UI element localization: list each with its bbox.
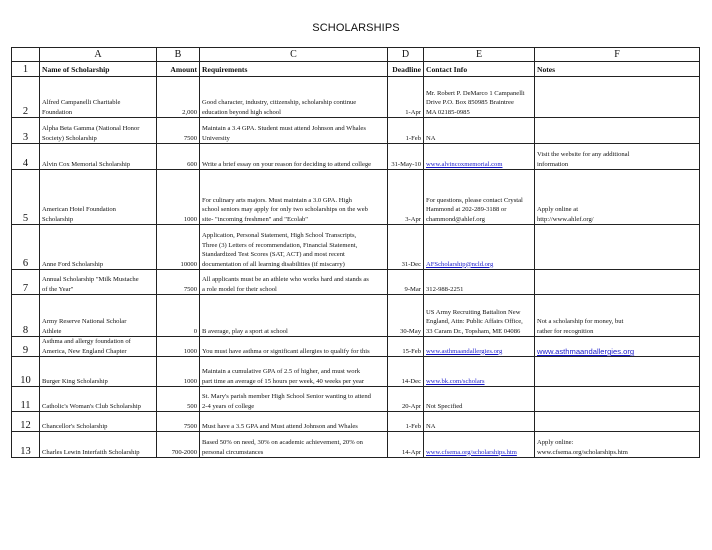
amount-cell[interactable]: 2,000: [157, 77, 200, 118]
requirements-cell[interactable]: You must have asthma or significant allergies to qualify for this: [200, 337, 388, 357]
deadline-cell[interactable]: 9-Mar: [388, 270, 424, 295]
corner-cell[interactable]: [12, 48, 40, 62]
row-number[interactable]: 12: [12, 412, 40, 432]
deadline-cell[interactable]: 15-Feb: [388, 337, 424, 357]
deadline-cell[interactable]: 30-May: [388, 295, 424, 337]
requirements-cell[interactable]: Based 50% on need, 30% on academic achievement, 20% on personal circumstances: [200, 432, 388, 458]
header-requirements[interactable]: Requirements: [200, 62, 388, 77]
row-number[interactable]: 10: [12, 357, 40, 387]
scholarship-name-cell[interactable]: Charles Lewin Interfaith Scholarship: [40, 432, 157, 458]
amount-cell[interactable]: 7500: [157, 118, 200, 144]
requirements-cell[interactable]: Application, Personal Statement, High School Transcripts, Three (3) Letters of recommendation, Financial Statement, Standardized Test Scores (SAT, ACT) and most recent documentation of all learning disabilities (if miscarry): [200, 225, 388, 270]
scholarship-name-cell[interactable]: Chancellor's Scholarship: [40, 412, 157, 432]
scholarship-name-cell[interactable]: Asthma and allergy foundation of America, New England Chapter: [40, 337, 157, 357]
notes-link[interactable]: www.asthmaandallergies.org: [535, 337, 700, 357]
requirements-cell[interactable]: St. Mary's parish member High School Senior wanting to attend 2-4 years of college: [200, 387, 388, 412]
scholarship-name-cell[interactable]: Alpha Beta Gamma (National Honor Society) Scholarship: [40, 118, 157, 144]
column-header-e[interactable]: E: [424, 48, 535, 62]
contact-cell[interactable]: For questions, please contact Crystal Hammond at 202-289-3188 or chammond@ahlef.org: [424, 170, 535, 225]
contact-link[interactable]: www.cfsema.org/scholarships.htm: [424, 432, 535, 458]
row-number[interactable]: 1: [12, 62, 40, 77]
deadline-cell[interactable]: 1-Feb: [388, 118, 424, 144]
deadline-cell[interactable]: 3-Apr: [388, 170, 424, 225]
row-number[interactable]: 6: [12, 225, 40, 270]
notes-cell[interactable]: Apply online: www.cfsema.org/scholarships.htm: [535, 432, 700, 458]
page-title: SCHOLARSHIPS: [312, 22, 400, 34]
scholarship-name-cell[interactable]: Alfred Campanelli Charitable Foundation: [40, 77, 157, 118]
requirements-cell[interactable]: All applicants must be an athlete who works hard and stands as a role model for their school: [200, 270, 388, 295]
deadline-cell[interactable]: 1-Feb: [388, 412, 424, 432]
scholarship-name-cell[interactable]: American Hotel Foundation Scholarship: [40, 170, 157, 225]
notes-cell[interactable]: Not a scholarship for money, but rather for recognition: [535, 295, 700, 337]
notes-cell[interactable]: [535, 270, 700, 295]
row-number[interactable]: 4: [12, 144, 40, 170]
header-row: [12, 62, 700, 77]
scholarship-name-cell[interactable]: Alvin Cox Memorial Scholarship: [40, 144, 157, 170]
notes-cell[interactable]: [535, 412, 700, 432]
notes-cell[interactable]: [535, 387, 700, 412]
amount-cell[interactable]: 10000: [157, 225, 200, 270]
contact-link[interactable]: www.asthmaandallergies.org: [424, 337, 535, 357]
scholarship-table: [11, 47, 700, 458]
amount-cell[interactable]: 7500: [157, 270, 200, 295]
contact-cell[interactable]: NA: [424, 412, 535, 432]
requirements-cell[interactable]: B average, play a sport at school: [200, 295, 388, 337]
row-number[interactable]: 11: [12, 387, 40, 412]
notes-cell[interactable]: [535, 225, 700, 270]
deadline-cell[interactable]: 31-May-10: [388, 144, 424, 170]
scholarship-name-cell[interactable]: Burger King Scholarship: [40, 357, 157, 387]
contact-cell[interactable]: Mr. Robert P. DeMarco 1 Campanelli Drive P.O. Box 850985 Braintree MA 02185-0985: [424, 77, 535, 118]
header-amount[interactable]: Amount: [157, 62, 200, 77]
requirements-cell[interactable]: Maintain a 3.4 GPA. Student must attend Johnson and Whales University: [200, 118, 388, 144]
amount-cell[interactable]: 1000: [157, 357, 200, 387]
table-row: [12, 387, 700, 412]
column-header-b[interactable]: B: [157, 48, 200, 62]
requirements-cell[interactable]: Must have a 3.5 GPA and Must attend Johnson and Whales: [200, 412, 388, 432]
contact-link[interactable]: www.alvincoxmemorial.com: [424, 144, 535, 170]
column-header-f[interactable]: F: [535, 48, 700, 62]
deadline-cell[interactable]: 1-Apr: [388, 77, 424, 118]
header-name[interactable]: Name of Scholarship: [40, 62, 157, 77]
row-number[interactable]: 8: [12, 295, 40, 337]
table-row: [12, 337, 700, 357]
column-header-c[interactable]: C: [200, 48, 388, 62]
amount-cell[interactable]: 500: [157, 387, 200, 412]
amount-cell[interactable]: 700-2000: [157, 432, 200, 458]
table-row: [12, 295, 700, 337]
contact-link[interactable]: www.bk.com/scholars: [424, 357, 535, 387]
row-number[interactable]: 13: [12, 432, 40, 458]
table-row: [12, 225, 700, 270]
deadline-cell[interactable]: 20-Apr: [388, 387, 424, 412]
requirements-cell[interactable]: For culinary arts majors. Must maintain a 3.0 GPA. High school seniors may apply for only two scholarships on the web site- "incoming freshmen" and "Ecolab": [200, 170, 388, 225]
contact-cell[interactable]: 312-988-2251: [424, 270, 535, 295]
header-contact[interactable]: Contact Info: [424, 62, 535, 77]
requirements-cell[interactable]: Good character, industry, citizenship, scholarship continue education beyond high school: [200, 77, 388, 118]
row-number[interactable]: 3: [12, 118, 40, 144]
column-letter-row: [12, 48, 700, 62]
header-notes[interactable]: Notes: [535, 62, 700, 77]
notes-cell[interactable]: [535, 357, 700, 387]
deadline-cell[interactable]: 14-Dec: [388, 357, 424, 387]
row-number[interactable]: 5: [12, 170, 40, 225]
amount-cell[interactable]: 0: [157, 295, 200, 337]
table-row: [12, 77, 700, 118]
row-number[interactable]: 7: [12, 270, 40, 295]
contact-cell[interactable]: NA: [424, 118, 535, 144]
notes-cell[interactable]: Visit the website for any additional information: [535, 144, 700, 170]
scholarship-name-cell[interactable]: Catholic's Woman's Club Scholarship: [40, 387, 157, 412]
notes-cell[interactable]: [535, 118, 700, 144]
column-header-d[interactable]: D: [388, 48, 424, 62]
notes-cell[interactable]: [535, 77, 700, 118]
table-row: [12, 118, 700, 144]
contact-cell[interactable]: US Army Recruiting Battalion New England, Attn: Public Affairs Office, 33 Caram Dr., Topsham, ME 04086: [424, 295, 535, 337]
notes-cell[interactable]: Apply online at http://www.ahlef.org/: [535, 170, 700, 225]
table-row: [12, 412, 700, 432]
scholarship-name-cell[interactable]: Army Reserve National Scholar Athlete: [40, 295, 157, 337]
table-row: [12, 144, 700, 170]
table-row: [12, 432, 700, 458]
amount-cell[interactable]: 7500: [157, 412, 200, 432]
table-row: [12, 170, 700, 225]
scholarship-name-cell[interactable]: Annual Scholarship "Milk Mustache of the Year": [40, 270, 157, 295]
amount-cell[interactable]: 600: [157, 144, 200, 170]
contact-link[interactable]: AFScholarship@ncld.org: [424, 225, 535, 270]
requirements-cell[interactable]: Write a brief essay on your reason for deciding to attend college: [200, 144, 388, 170]
contact-cell[interactable]: Not Specified: [424, 387, 535, 412]
row-number[interactable]: 9: [12, 337, 40, 357]
requirements-cell[interactable]: Maintain a cumulative GPA of 2.5 of higher, and must work part time an average of 15 hours per week, 40 weeks per year: [200, 357, 388, 387]
amount-cell[interactable]: 1000: [157, 337, 200, 357]
deadline-cell[interactable]: 14-Apr: [388, 432, 424, 458]
table-row: [12, 357, 700, 387]
scholarship-name-cell[interactable]: Anne Ford Scholarship: [40, 225, 157, 270]
column-header-a[interactable]: A: [40, 48, 157, 62]
table-row: [12, 270, 700, 295]
header-deadline[interactable]: Deadline: [388, 62, 424, 77]
row-number[interactable]: 2: [12, 77, 40, 118]
amount-cell[interactable]: 1000: [157, 170, 200, 225]
deadline-cell[interactable]: 31-Dec: [388, 225, 424, 270]
